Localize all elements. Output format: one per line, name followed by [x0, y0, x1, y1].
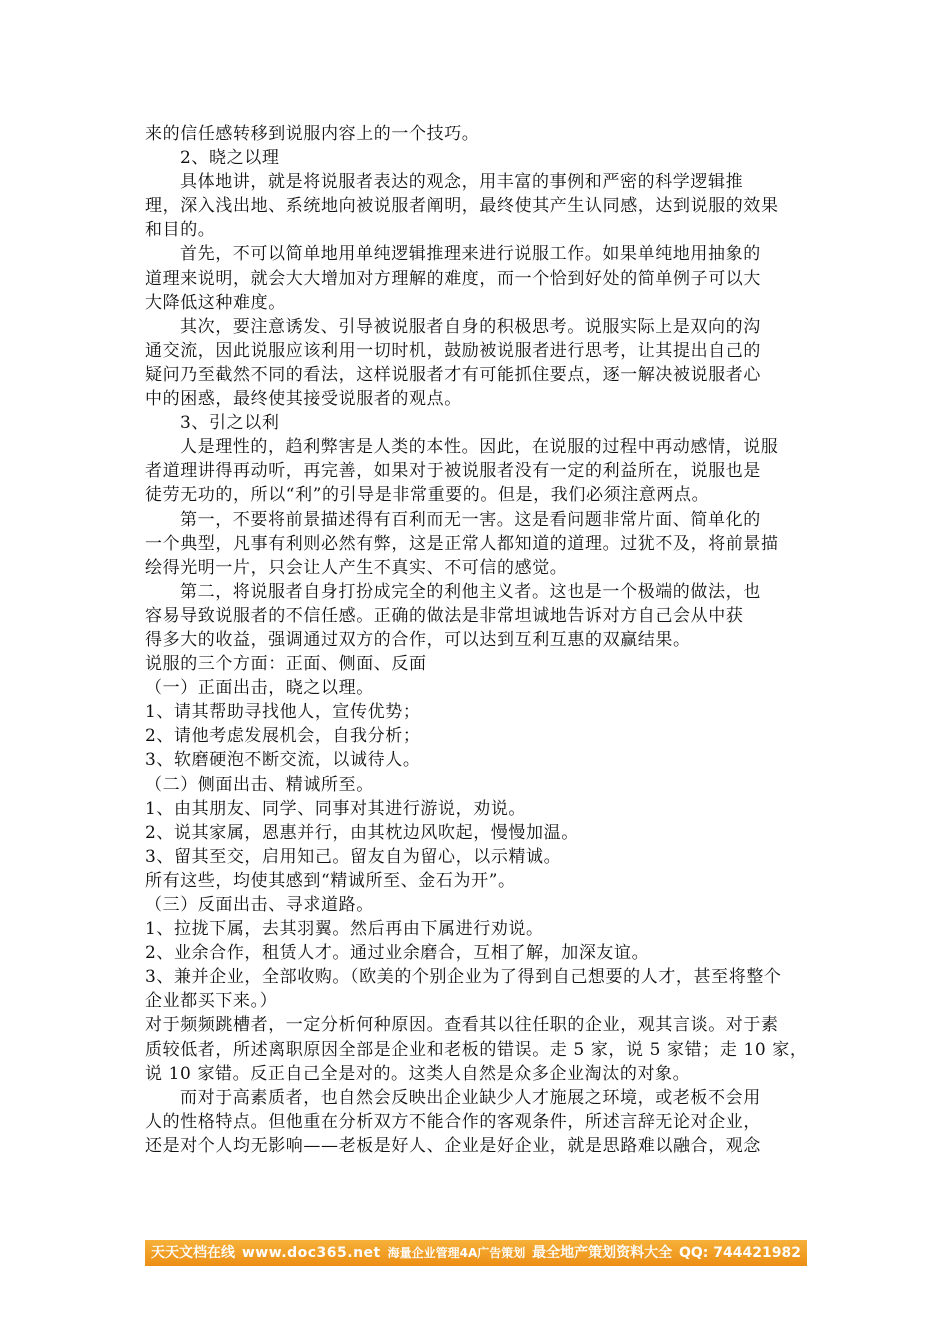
text-line: 1、由其朋友、同学、同事对其进行游说，劝说。 [145, 798, 527, 819]
text-line: 首先，不可以简单地用单纯逻辑推理来进行说服工作。如果单纯地用抽象的 [180, 244, 761, 265]
text-line: 人是理性的，趋利弊害是人类的本性。因此，在说服的过程中再动感情，说服 [180, 437, 779, 458]
text-line: 对于频频跳槽者，一定分析何种原因。查看其以往任职的企业，观其言谈。对于素 [145, 1015, 779, 1036]
text-line: 一个典型，凡事有利则必然有弊，这是正常人都知道的道理。过犹不及，将前景描 [145, 533, 779, 554]
text-line: （一）正面出击，晓之以理。 [145, 678, 374, 699]
text-line: 说 10 家错。反正自己全是对的。这类人自然是众多企业淘汰的对象。 [145, 1063, 691, 1084]
text-line: 人的性格特点。但他重在分析双方不能合作的客观条件，所述言辞无论对企业， [145, 1111, 761, 1132]
text-line: 得多大的收益，强调通过双方的合作，可以达到互利互惠的双赢结果。 [145, 629, 691, 650]
text-line: 说服的三个方面：正面、侧面、反面 [145, 654, 427, 675]
banner-item-realestate: 最全地产策划资料大全 [532, 1245, 673, 1261]
text-line: 大降低这种难度。 [145, 292, 286, 313]
text-line: 和目的。 [145, 220, 216, 241]
text-line: 者道理讲得再动听，再完善，如果对于被说服者没有一定的利益所在，说服也是 [145, 461, 761, 482]
footer-banner [145, 1240, 807, 1266]
text-line: 企业都买下来。） [145, 991, 278, 1012]
banner-qq: QQ: 744421982 [679, 1245, 801, 1261]
banner-site-link[interactable]: www.doc365.net [241, 1245, 381, 1261]
text-line: 还是对个人均无影响——老板是好人、企业是好企业，就是思路难以融合，观念 [145, 1135, 761, 1156]
text-line: 3、兼并企业，全部收购。（欧美的个别企业为了得到自己想要的人才，甚至将整个 [145, 967, 782, 988]
banner-brand: 天天文档在线 [151, 1245, 235, 1261]
text-line: 具体地讲，就是将说服者表达的观念，用丰富的事例和严密的科学逻辑推 [180, 172, 744, 193]
text-line: 质较低者，所述离职原因全部是企业和老板的错误。走 5 家，说 5 家错；走 10 家， [145, 1039, 808, 1060]
document-body [145, 122, 810, 1158]
text-line: 3、软磨硬泡不断交流，以诚待人。 [145, 750, 421, 771]
text-line: 理，深入浅出地、系统地向被说服者阐明，最终使其产生认同感，达到说服的效果 [145, 196, 779, 217]
text-line: 疑问乃至截然不同的看法，这样说服者才有可能抓住要点，逐一解决被说服者心 [145, 364, 761, 385]
text-line: 2、业余合作，租赁人才。通过业余磨合，互相了解，加深友谊。 [145, 943, 650, 964]
text-line: 来的信任感转移到说服内容上的一个技巧。 [145, 124, 480, 144]
banner-item-management: 海量企业管理4A广告策划 [387, 1246, 526, 1260]
text-line: 其次，要注意诱发、引导被说服者自身的积极思考。说服实际上是双向的沟 [180, 316, 761, 337]
text-line: 3、引之以利 [180, 413, 280, 434]
text-line: 徒劳无功的，所以“利”的引导是非常重要的。但是，我们必须注意两点。 [145, 485, 710, 506]
text-line: （三）反面出击、寻求道路。 [145, 895, 374, 915]
text-line: 2、晓之以理 [180, 148, 280, 169]
text-line: 所有这些，均使其感到“精诚所至、金石为开”。 [145, 870, 516, 891]
text-line: 道理来说明，就会大大增加对方理解的难度，而一个恰到好处的简单例子可以大 [145, 268, 761, 289]
text-line: 第二，将说服者自身打扮成完全的利他主义者。这也是一个极端的做法，也 [180, 581, 761, 602]
text-line: 2、请他考虑发展机会，自我分析； [145, 726, 421, 747]
text-line: 第一，不要将前景描述得有百利而无一害。这是看问题非常片面、简单化的 [180, 509, 761, 530]
text-line: 2、说其家属，恩惠并行，由其枕边风吹起，慢慢加温。 [145, 822, 579, 843]
text-line: 绘得光明一片，只会让人产生不真实、不可信的感觉。 [145, 557, 568, 578]
text-line: 1、拉拢下属，去其羽翼。然后再由下属进行劝说。 [145, 919, 544, 940]
text-line: 1、请其帮助寻找他人，宣传优势； [145, 702, 421, 723]
text-line: 而对于高素质者，也自然会反映出企业缺少人才施展之环境，或老板不会用 [180, 1087, 761, 1108]
text-line: 3、留其至交，启用知己。留友自为留心，以示精诚。 [145, 846, 562, 867]
text-line: 中的困惑，最终使其接受说服者的观点。 [145, 389, 462, 410]
text-line: 通交流，因此说服应该利用一切时机，鼓励被说服者进行思考，让其提出自己的 [145, 340, 761, 361]
text-line: （二）侧面出击、精诚所至。 [145, 774, 374, 795]
text-line: 容易导致说服者的不信任感。正确的做法是非常坦诚地告诉对方自己会从中获 [145, 605, 744, 626]
